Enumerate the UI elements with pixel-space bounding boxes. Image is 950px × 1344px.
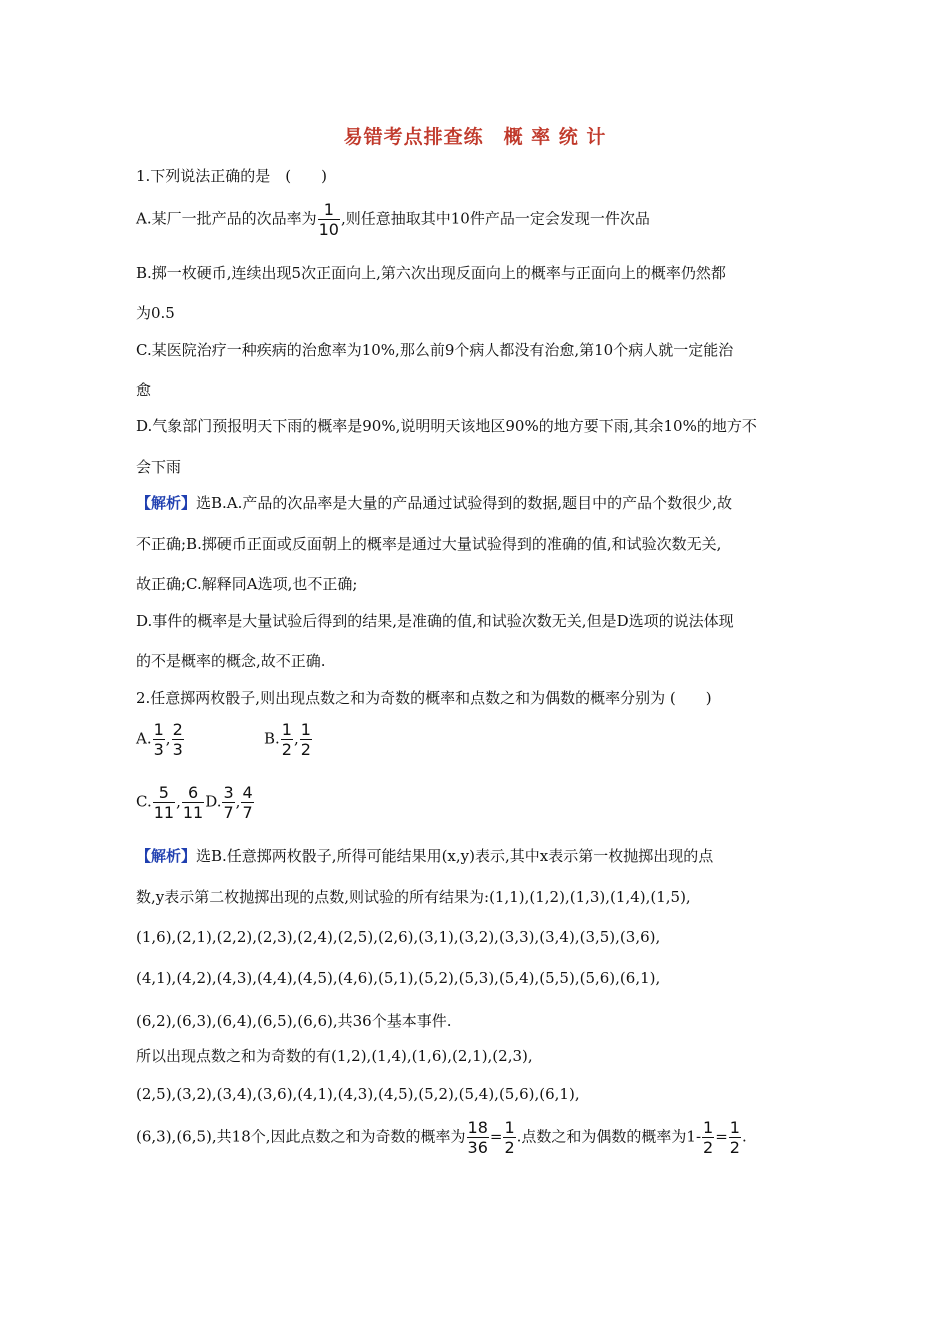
fraction-denominator: 10	[318, 220, 339, 239]
q2-analysis-line8	[136, 1118, 747, 1157]
page-title: 易错考点排查练 概 率 统 计	[343, 126, 607, 148]
fraction-numerator: 3	[223, 783, 234, 802]
q1-analysis-line5: 的不是概率的概念,故不正确.	[136, 652, 326, 670]
q2-analysis-line6: 所以出现点数之和为奇数的有(1,2),(1,4),(1,6),(2,1),(2,3),	[136, 1047, 533, 1065]
fraction-numerator: 1	[729, 1118, 740, 1137]
q1-option-c-line1: C.某医院治疗一种疾病的治愈率为10%,那么前9个病人都没有治愈,第10个病人就一定能治	[136, 341, 734, 359]
analysis-text: (6,3),(6,5),共18个,因此点数之和为奇数的概率为	[136, 1127, 466, 1146]
fraction-numerator: 2	[172, 720, 183, 739]
fraction-denominator: 11	[153, 803, 175, 822]
fraction-numerator: 1	[504, 1118, 515, 1137]
separator: ,	[176, 792, 181, 811]
q2-analysis-line3: (1,6),(2,1),(2,2),(2,3),(2,4),(2,5),(2,6),(3,1),(3,2),(3,3),(3,4),(3,5),(3,6),	[136, 928, 661, 946]
fraction	[300, 720, 312, 759]
fraction-denominator: 3	[172, 740, 183, 759]
fraction-numerator: 1	[703, 1118, 714, 1137]
fraction	[702, 1118, 714, 1157]
fraction-denominator: 3	[153, 740, 164, 759]
option-label: C.	[136, 792, 152, 811]
fraction	[153, 783, 175, 822]
q1-option-d-line2: 会下雨	[136, 458, 182, 476]
fraction-denominator: 36	[467, 1138, 488, 1157]
fraction-numerator: 18	[467, 1118, 488, 1137]
fraction	[503, 1118, 515, 1157]
option-label: D.	[205, 792, 222, 811]
period: .	[741, 1127, 747, 1146]
q1-analysis-line4: D.事件的概率是大量试验后得到的结果,是准确的值,和试验次数无关,但是D选项的说法体现	[136, 612, 734, 630]
fraction	[182, 783, 204, 822]
fraction-numerator: 6	[182, 783, 204, 803]
analysis-text: 选B.A.产品的次品率是大量的产品通过试验得到的数据,题目中的产品个数很少,故	[196, 494, 732, 512]
fraction	[241, 783, 253, 822]
q1-option-a-pre: A.某厂一批产品的次品率为	[136, 209, 317, 228]
q1-analysis-line3: 故正确;C.解释同A选项,也不正确;	[136, 575, 358, 593]
fraction-numerator: 4	[242, 783, 253, 802]
fraction-numerator: 1	[153, 720, 164, 739]
fraction	[729, 1118, 741, 1157]
fraction-numerator: 1	[318, 200, 340, 220]
fraction-numerator: 1	[300, 720, 311, 739]
q1-analysis-line1	[136, 492, 732, 513]
q2-stem: 2.任意掷两枚骰子,则出现点数之和为奇数的概率和点数之和为偶数的概率分别为 ( )	[136, 689, 712, 707]
q1-option-c-line2: 愈	[136, 381, 152, 399]
analysis-tag: 【解析】	[136, 494, 197, 512]
q1-stem: 1.下列说法正确的是 ( )	[136, 167, 328, 185]
q2-analysis-line4: (4,1),(4,2),(4,3),(4,4),(4,5),(4,6),(5,1),(5,2),(5,3),(5,4),(5,5),(5,6),(6,1),	[136, 969, 661, 987]
fraction-denominator: 2	[281, 740, 292, 759]
fraction	[172, 720, 184, 759]
fraction-numerator: 5	[153, 783, 175, 803]
fraction-denominator: 2	[729, 1138, 740, 1157]
q2-analysis-line5: (6,2),(6,3),(6,4),(6,5),(6,6),共36个基本事件.	[136, 1012, 452, 1030]
q1-option-d-line1: D.气象部门预报明天下雨的概率是90%,说明明天该地区90%的地方要下雨,其余10%的地方不	[136, 417, 757, 435]
q1-option-b-line2: 为0.5	[136, 304, 175, 322]
analysis-tag: 【解析】	[136, 847, 197, 865]
option-label: B.	[264, 729, 280, 748]
fraction	[318, 200, 340, 239]
fraction	[153, 720, 165, 759]
q1-option-b-line1: B.掷一枚硬币,连续出现5次正面向上,第六次出现反面向上的概率与正面向上的概率仍然都	[136, 264, 726, 282]
analysis-text: .点数之和为偶数的概率为1-	[516, 1127, 702, 1146]
separator: ,	[293, 729, 299, 748]
q2-analysis-line7: (2,5),(3,2),(3,4),(3,6),(4,1),(4,3),(4,5),(5,2),(5,4),(5,6),(6,1),	[136, 1085, 580, 1103]
fraction	[281, 720, 293, 759]
q1-analysis-line2: 不正确;B.掷硬币正面或反面朝上的概率是通过大量试验得到的准确的值,和试验次数无关,	[136, 535, 722, 553]
fraction	[222, 783, 234, 822]
fraction-denominator: 2	[703, 1138, 714, 1157]
fraction-denominator: 2	[300, 740, 311, 759]
fraction-denominator: 7	[223, 803, 234, 822]
fraction-denominator: 11	[182, 803, 204, 822]
q2-option-b	[264, 720, 313, 759]
q2-analysis-line2: 数,y表示第二枚抛掷出现的点数,则试验的所有结果为:(1,1),(1,2),(1,3),(1,4),(1,5),	[136, 888, 691, 906]
separator: ,	[165, 729, 171, 748]
q2-option-c-d	[136, 783, 255, 822]
q2-option-a	[136, 720, 185, 759]
q1-option-a-post: ,则任意抽取其中10件产品一定会发现一件次品	[340, 209, 650, 228]
equals-sign: =	[715, 1127, 728, 1146]
fraction-denominator: 7	[242, 803, 253, 822]
fraction-denominator: 2	[504, 1138, 515, 1157]
analysis-text: 选B.任意掷两枚骰子,所得可能结果用(x,y)表示,其中x表示第一枚抛掷出现的点	[196, 847, 714, 865]
separator: ,	[235, 792, 241, 811]
equals-sign: =	[489, 1127, 503, 1146]
fraction	[467, 1118, 489, 1157]
option-label: A.	[136, 729, 152, 748]
q2-analysis-line1	[136, 845, 713, 866]
fraction-numerator: 1	[281, 720, 292, 739]
q1-option-a	[136, 200, 650, 239]
